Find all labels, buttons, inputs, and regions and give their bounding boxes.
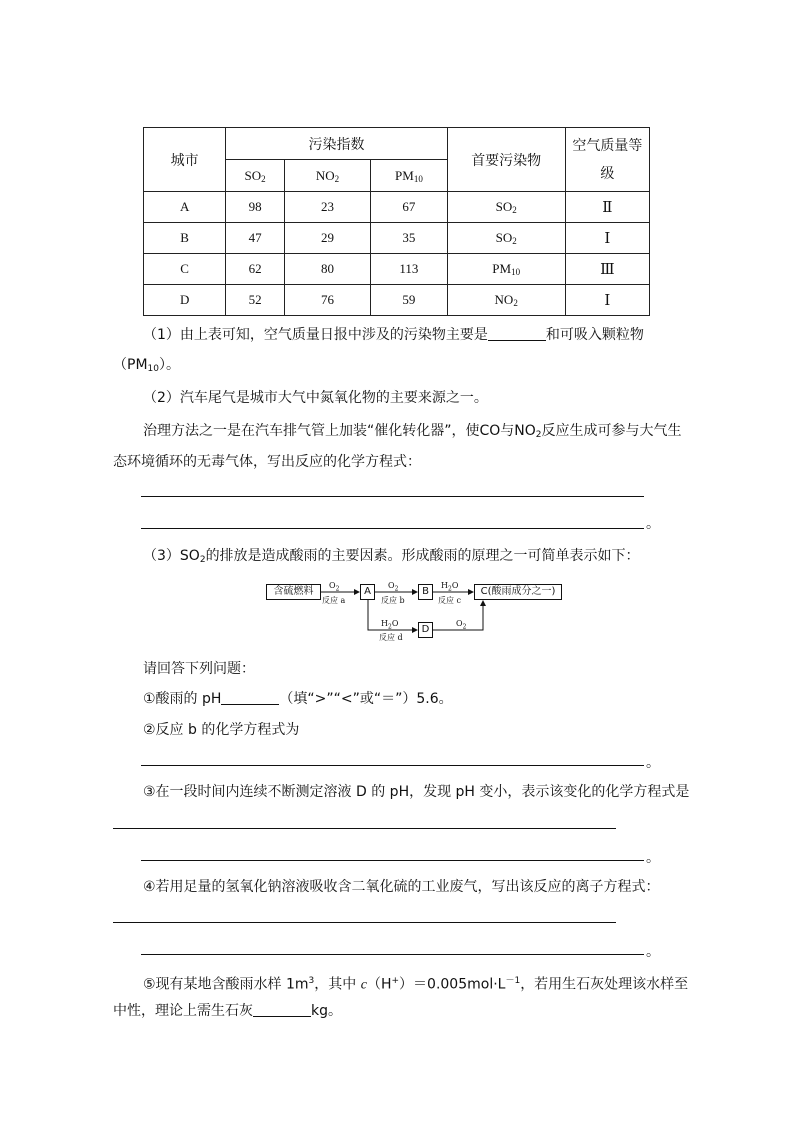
header-so2: $SO_2$ (226, 160, 285, 192)
label-h2o-c: $H_2O$ (441, 581, 459, 593)
cell-so2: 98 (226, 192, 285, 223)
q2-line1: （2）汽车尾气是城市大气中氮氧化物的主要来源之一。 (143, 390, 488, 406)
table-row (144, 254, 650, 285)
box-D: D (418, 622, 433, 638)
cell-pm10: 59 (371, 285, 447, 316)
cell-grade: Ⅰ (565, 285, 649, 316)
q2-answer-line-1[interactable] (141, 496, 644, 497)
table-row (144, 223, 650, 254)
s5-line1: ⑤现有某地含酸雨水样 $1m^3$，其中 $c(H^+)=0.005mol\cdot L^{-1}$，若用生石灰处理该水样至 (143, 976, 689, 993)
cell-grade: Ⅱ (565, 192, 649, 223)
header-quality: 空气质量等 级 (565, 128, 649, 192)
s2-line: ②反应 b 的化学方程式为 (143, 722, 300, 738)
q2-line2: 治理方法之一是在汽车排气管上加装“催化转化器”，使CO与$NO_2$反应生成可参与大气生 (143, 423, 682, 440)
table-row (144, 192, 650, 223)
s2-period: 。 (646, 755, 660, 771)
s3-period: 。 (646, 850, 660, 866)
s2-answer-line[interactable] (141, 765, 644, 766)
cell-city: C (144, 254, 226, 285)
s4-answer-line-2[interactable] (141, 954, 644, 955)
label-o2-a: $O_2$ (329, 581, 340, 593)
cell-no2: 80 (284, 254, 370, 285)
q2-line3: 态环境循环的无毒气体，写出反应的化学方程式： (113, 454, 421, 470)
q3-line: $(3)SO_2$的排放是造成酸雨的主要因素。形成酸雨的原理之一可简单表示如下： (143, 548, 640, 565)
s5-answer-blank[interactable] (253, 1002, 311, 1017)
cell-city: A (144, 192, 226, 223)
cell-so2: 62 (226, 254, 285, 285)
label-reaction-d: 反应 d (379, 633, 403, 642)
cell-primary: $PM_{10}$ (447, 254, 565, 285)
header-index-group: 污染指数 (226, 128, 447, 160)
cell-primary: $SO_2$ (447, 192, 565, 223)
cell-pm10: 67 (371, 192, 447, 223)
cell-so2: 52 (226, 285, 285, 316)
ask-line: 请回答下列问题： (143, 661, 255, 677)
q1-line2: $(PM_{10})$。 (113, 357, 180, 374)
header-primary: 首要污染物 (447, 128, 565, 192)
diagram-arrows (255, 575, 575, 645)
table-row (144, 285, 650, 316)
s3-answer-line-2[interactable] (141, 860, 644, 861)
s1-answer-blank[interactable] (221, 690, 279, 705)
cell-so2: 47 (226, 223, 285, 254)
pollution-table (143, 127, 650, 316)
s4-answer-line-1[interactable] (113, 922, 616, 923)
label-o2-b: $O_2$ (388, 581, 399, 593)
s4-period: 。 (646, 944, 660, 960)
cell-no2: 23 (284, 192, 370, 223)
q2-answer-line-2[interactable] (141, 528, 644, 529)
label-h2o-d: $H_2O$ (381, 619, 399, 631)
header-no2: $NO_2$ (284, 160, 370, 192)
box-fuel: 含硫燃料 (266, 584, 321, 600)
s3-answer-line-1[interactable] (113, 828, 616, 829)
box-B: B (418, 584, 433, 600)
label-reaction-a: 反应 a (322, 596, 346, 605)
q1-line1: （1）由上表可知，空气质量日报中涉及的污染物主要是 和可吸入颗粒物 (143, 327, 644, 343)
cell-pm10: 113 (371, 254, 447, 285)
cell-city: D (144, 285, 226, 316)
label-reaction-c: 反应 c (438, 596, 462, 605)
cell-pm10: 35 (371, 223, 447, 254)
header-pm10: $PM_{10}$ (371, 160, 447, 192)
s5-line2: 中性，理论上需生石灰 kg。 (113, 1003, 342, 1019)
cell-primary: $SO_2$ (447, 223, 565, 254)
cell-grade: Ⅰ (565, 223, 649, 254)
s1-line: ①酸雨的 pH （填“>”“<”或“＝”）5.6。 (143, 691, 453, 707)
q2-period: 。 (646, 516, 660, 532)
s3-line: ③在一段时间内连续不断测定溶液 D 的 pH，发现 pH 变小，表示该变化的化学方程式是 (143, 784, 690, 800)
q1-answer-blank[interactable] (488, 326, 546, 341)
cell-no2: 76 (284, 285, 370, 316)
label-o2-e: $O_2$ (456, 619, 467, 631)
label-reaction-b: 反应 b (381, 596, 405, 605)
cell-city: B (144, 223, 226, 254)
box-A: A (360, 584, 375, 600)
header-city: 城市 (144, 128, 226, 192)
cell-grade: Ⅲ (565, 254, 649, 285)
s4-line: ④若用足量的氢氧化钠溶液吸收含二氧化硫的工业废气，写出该反应的离子方程式： (143, 879, 660, 895)
box-C: C(酸雨成分之一) (474, 584, 562, 600)
cell-primary: $NO_2$ (447, 285, 565, 316)
cell-no2: 29 (284, 223, 370, 254)
